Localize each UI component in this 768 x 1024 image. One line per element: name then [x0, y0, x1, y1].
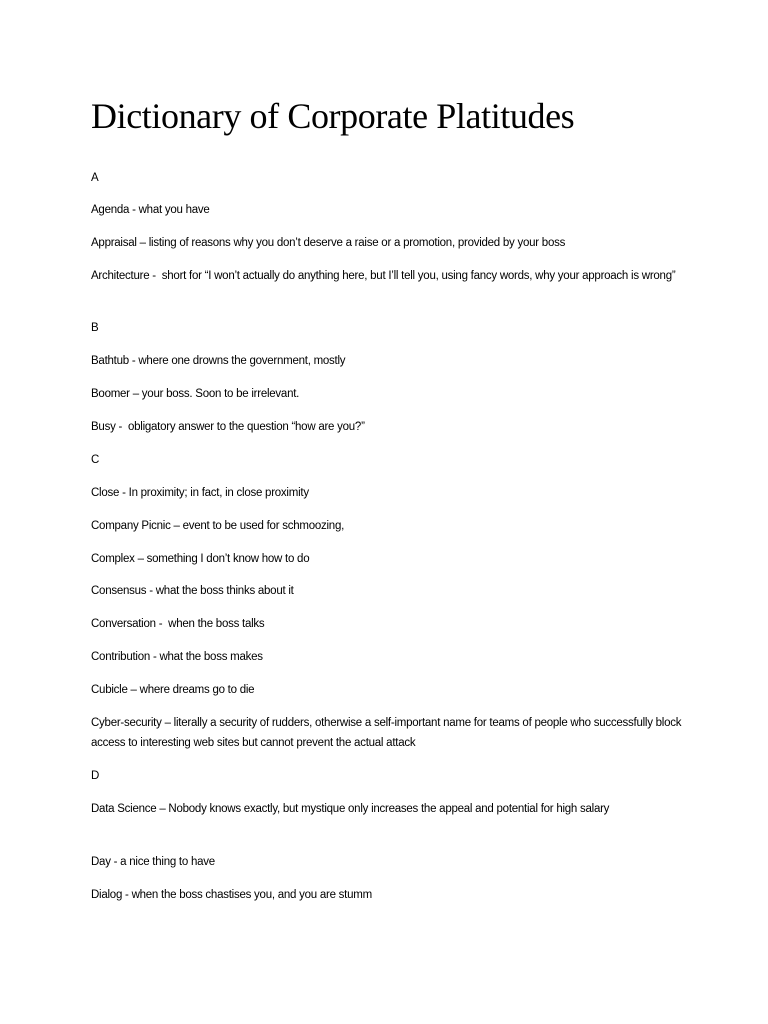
- entry-company-picnic: Company Picnic – event to be used for schmoozing,: [91, 520, 345, 532]
- entry-close: Close - In proximity; in fact, in close proximity: [91, 487, 309, 499]
- entry-dialog: Dialog - when the boss chastises you, and you are stumm: [91, 889, 372, 901]
- entry-cyber-security: Cyber-security – literally a security of rudders, otherwise a self-important name for teams of people who successfully block access to interesting web sites but cannot prevent the actual attack: [91, 717, 685, 749]
- entry-consensus: Consensus - what the boss thinks about it: [91, 585, 294, 597]
- entry-busy: Busy - obligatory answer to the question “how are you?”: [91, 421, 365, 433]
- entry-day: Day - a nice thing to have: [91, 856, 215, 868]
- entry-bathtub: Bathtub - where one drowns the government, mostly: [91, 355, 346, 367]
- entry-complex: Complex – something I don’t know how to do: [91, 553, 310, 565]
- document-title: Dictionary of Corporate Platitudes: [91, 96, 575, 136]
- section-letter-c: C: [91, 454, 100, 466]
- entry-data-science: Data Science – Nobody knows exactly, but mystique only increases the appeal and potential for high salary: [91, 803, 610, 815]
- entry-boomer: Boomer – your boss. Soon to be irrelevant.: [91, 388, 300, 400]
- section-letter-d: D: [91, 770, 100, 782]
- section-letter-b: B: [91, 322, 99, 334]
- entry-contribution: Contribution - what the boss makes: [91, 651, 263, 663]
- section-letter-a: A: [91, 172, 99, 184]
- entry-architecture: Architecture - short for “I won’t actually do anything here, but I’ll tell you, using fancy words, why your approach is wrong”: [91, 270, 676, 282]
- entry-cubicle: Cubicle – where dreams go to die: [91, 684, 255, 696]
- entry-agenda: Agenda - what you have: [91, 204, 210, 216]
- entry-appraisal: Appraisal – listing of reasons why you don’t deserve a raise or a promotion, provided by your boss: [91, 237, 566, 249]
- entry-conversation: Conversation - when the boss talks: [91, 618, 265, 630]
